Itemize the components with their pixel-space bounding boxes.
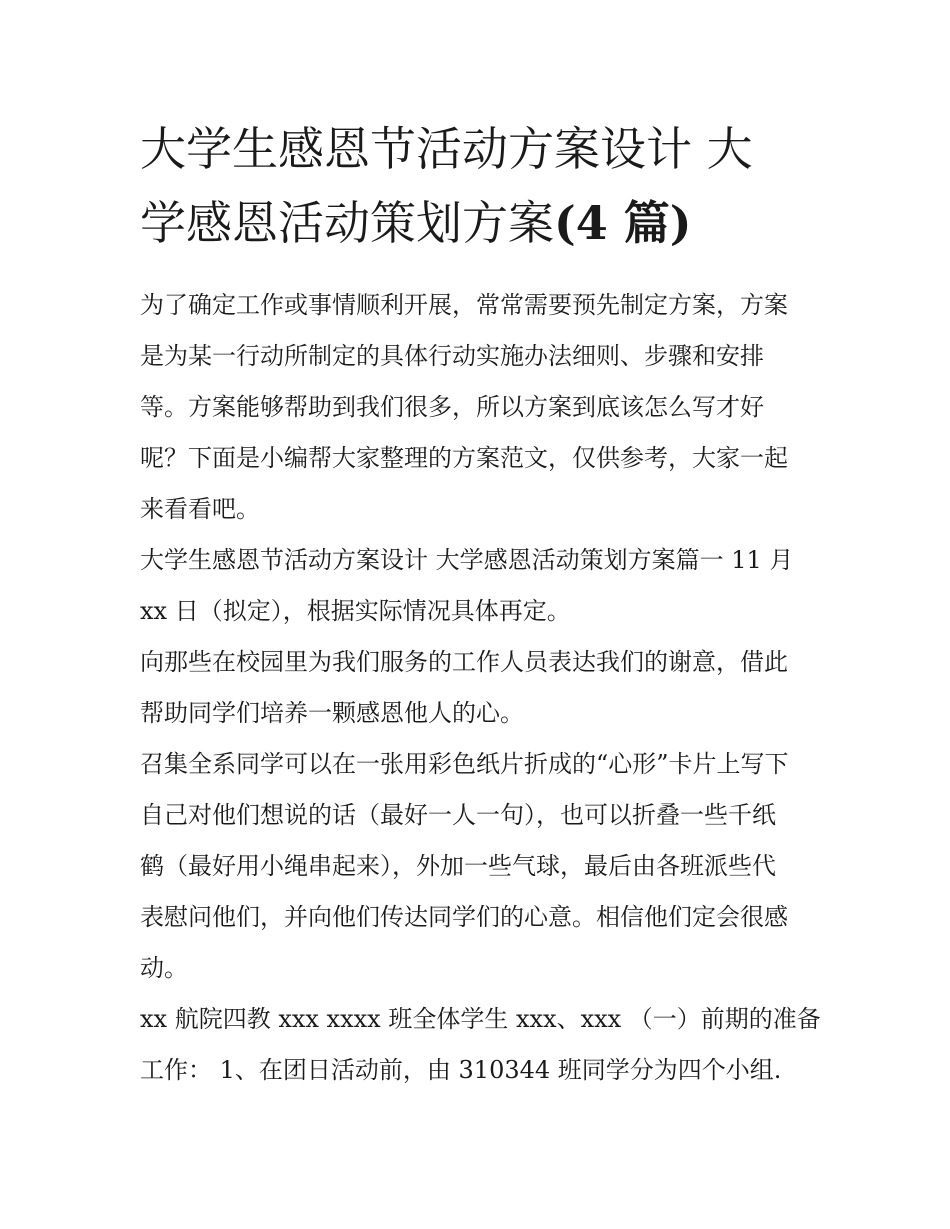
paragraph-line: 召集全系同学可以在一张用彩色纸片折成的“心形”卡片上写下	[140, 750, 789, 778]
paragraph-line: xx 航院四教 xxx xxxx 班全体学生 xxx、xxx （一）前期的准备	[140, 1005, 821, 1033]
title-line-2-text: 学感恩活动策划方案	[140, 196, 554, 250]
document-title	[140, 112, 820, 260]
paragraph-line: 动。	[140, 954, 188, 982]
paragraph-line: 呢？下面是小编帮大家整理的方案范文，仅供参考，大家一起	[140, 444, 788, 472]
paragraph-line: 为了确定工作或事情顺利开展，常常需要预先制定方案，方案	[140, 291, 788, 319]
paragraph-line: 表慰问他们，并向他们传达同学们的心意。相信他们定会很感	[140, 903, 788, 931]
paragraph-participants	[140, 994, 820, 1096]
paragraph-line: 大学生感恩节活动方案设计 大学感恩活动策划方案篇一 11 月	[140, 546, 794, 574]
paragraph-date	[140, 535, 820, 637]
title-line-1: 大学生感恩节活动方案设计 大	[140, 122, 753, 176]
paragraph-line: 工作： 1、在团日活动前，由 310344 班同学分为四个小组.	[140, 1056, 782, 1084]
paragraph-activity	[140, 739, 820, 994]
title-line-2-count: (4 篇)	[554, 196, 692, 250]
paragraph-line: 等。方案能够帮助到我们很多，所以方案到底该怎么写才好	[140, 393, 764, 421]
paragraph-line: 帮助同学们培养一颗感恩他人的心。	[140, 699, 524, 727]
paragraph-line: xx 日（拟定），根据实际情况具体再定。	[140, 597, 571, 625]
paragraph-intro	[140, 280, 820, 535]
paragraph-line: 来看看吧。	[140, 495, 260, 523]
title-line-2	[140, 186, 820, 260]
document-body	[140, 280, 820, 1096]
paragraph-purpose	[140, 637, 820, 739]
paragraph-line: 是为某一行动所制定的具体行动实施办法细则、步骤和安排	[140, 342, 764, 370]
paragraph-line: 向那些在校园里为我们服务的工作人员表达我们的谢意，借此	[140, 648, 788, 676]
paragraph-line: 鹤（最好用小绳串起来），外加一些气球，最后由各班派些代	[140, 852, 776, 880]
document-page	[140, 112, 820, 1096]
paragraph-line: 自己对他们想说的话（最好一人一句），也可以折叠一些千纸	[140, 801, 776, 829]
